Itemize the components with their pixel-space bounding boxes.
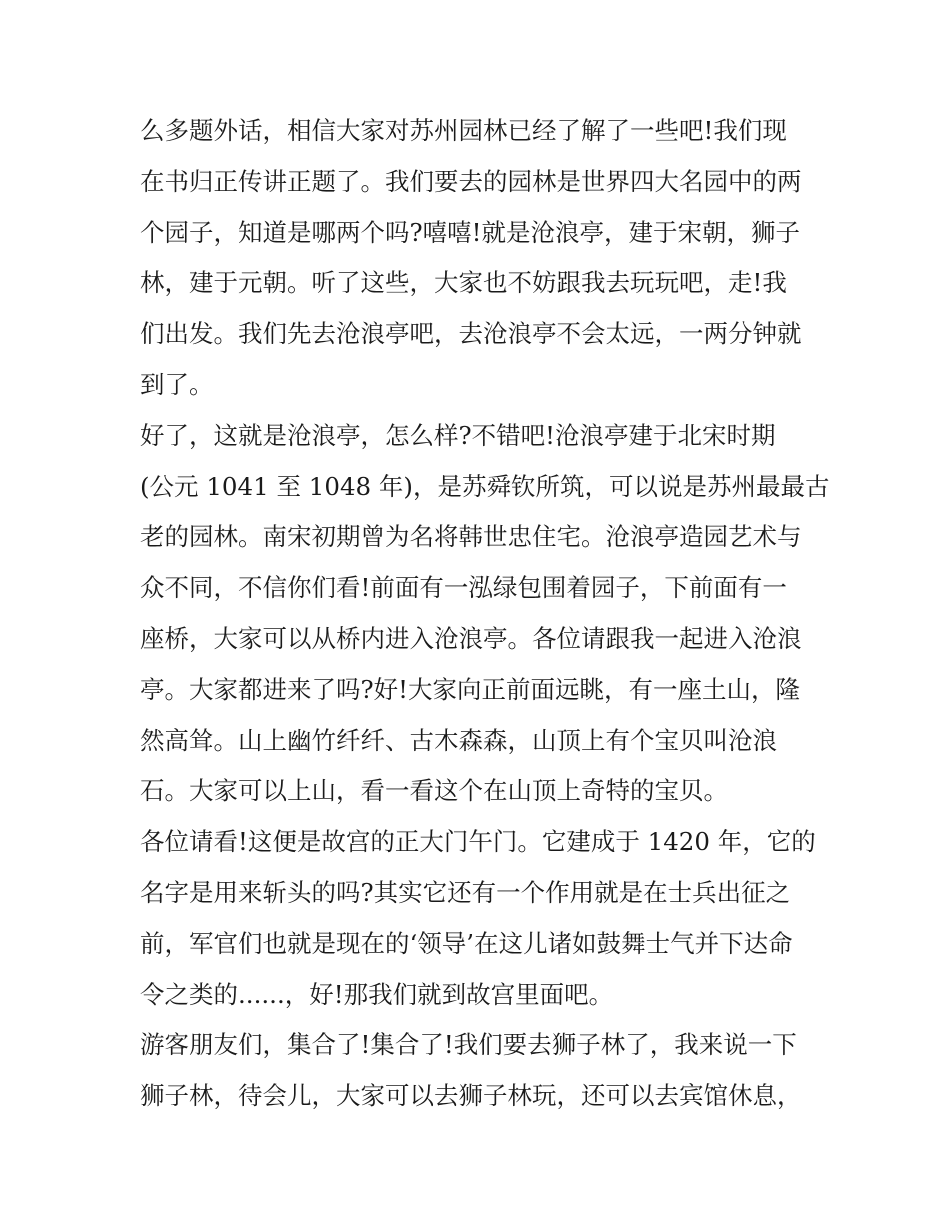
text-line: 各位请看!这便是故宫的正大门午门。它建成于 1420 年，它的: [140, 827, 816, 857]
text-line: 然高耸。山上幽竹纤纤、古木森森，山顶上有个宝贝叫沧浪: [140, 725, 777, 755]
text-line: 好了，这就是沧浪亭，怎么样?不错吧!沧浪亭建于北宋时期: [140, 420, 776, 450]
text-line: 前，军官们也就是现在的‘领导’在这儿诸如鼓舞士气并下达命: [140, 928, 793, 958]
text-line: 石。大家可以上山，看一看这个在山顶上奇特的宝贝。: [140, 776, 728, 806]
text-line: 老的园林。南宋初期曾为名将韩世忠住宅。沧浪亭造园艺术与: [140, 522, 802, 552]
text-line: 游客朋友们，集合了!集合了!我们要去狮子林了，我来说一下: [140, 1030, 797, 1060]
text-line: 亭。大家都进来了吗?好!大家向正前面远眺，有一座土山，隆: [140, 674, 800, 704]
document-text: [140, 106, 830, 1122]
text-line: 众不同，不信你们看!前面有一泓绿包围着园子，下前面有一: [140, 573, 787, 603]
text-line: 个园子，知道是哪两个吗?嘻嘻!就是沧浪亭，建于宋朝，狮子: [140, 217, 800, 247]
text-line: 林，建于元朝。听了这些，大家也不妨跟我去玩玩吧，走!我: [140, 268, 787, 298]
text-line: 狮子林，待会儿，大家可以去狮子林玩，还可以去宾馆休息，: [140, 1081, 802, 1111]
text-line: 名字是用来斩头的吗?其实它还有一个作用就是在士兵出征之: [140, 877, 791, 907]
text-line: 到了。: [140, 369, 214, 399]
text-line: 令之类的......，好!那我们就到故宫里面吧。: [140, 979, 614, 1009]
text-line: 们出发。我们先去沧浪亭吧，去沧浪亭不会太远，一两分钟就: [140, 319, 802, 349]
text-line: (公元 1041 至 1048 年)，是苏舜钦所筑，可以说是苏州最最古: [140, 471, 830, 501]
text-line: 座桥，大家可以从桥内进入沧浪亭。各位请跟我一起进入沧浪: [140, 623, 802, 653]
text-line: 在书归正传讲正题了。我们要去的园林是世界四大名园中的两: [140, 166, 802, 196]
text-line: 么多题外话，相信大家对苏州园林已经了解了一些吧!我们现: [140, 116, 787, 145]
